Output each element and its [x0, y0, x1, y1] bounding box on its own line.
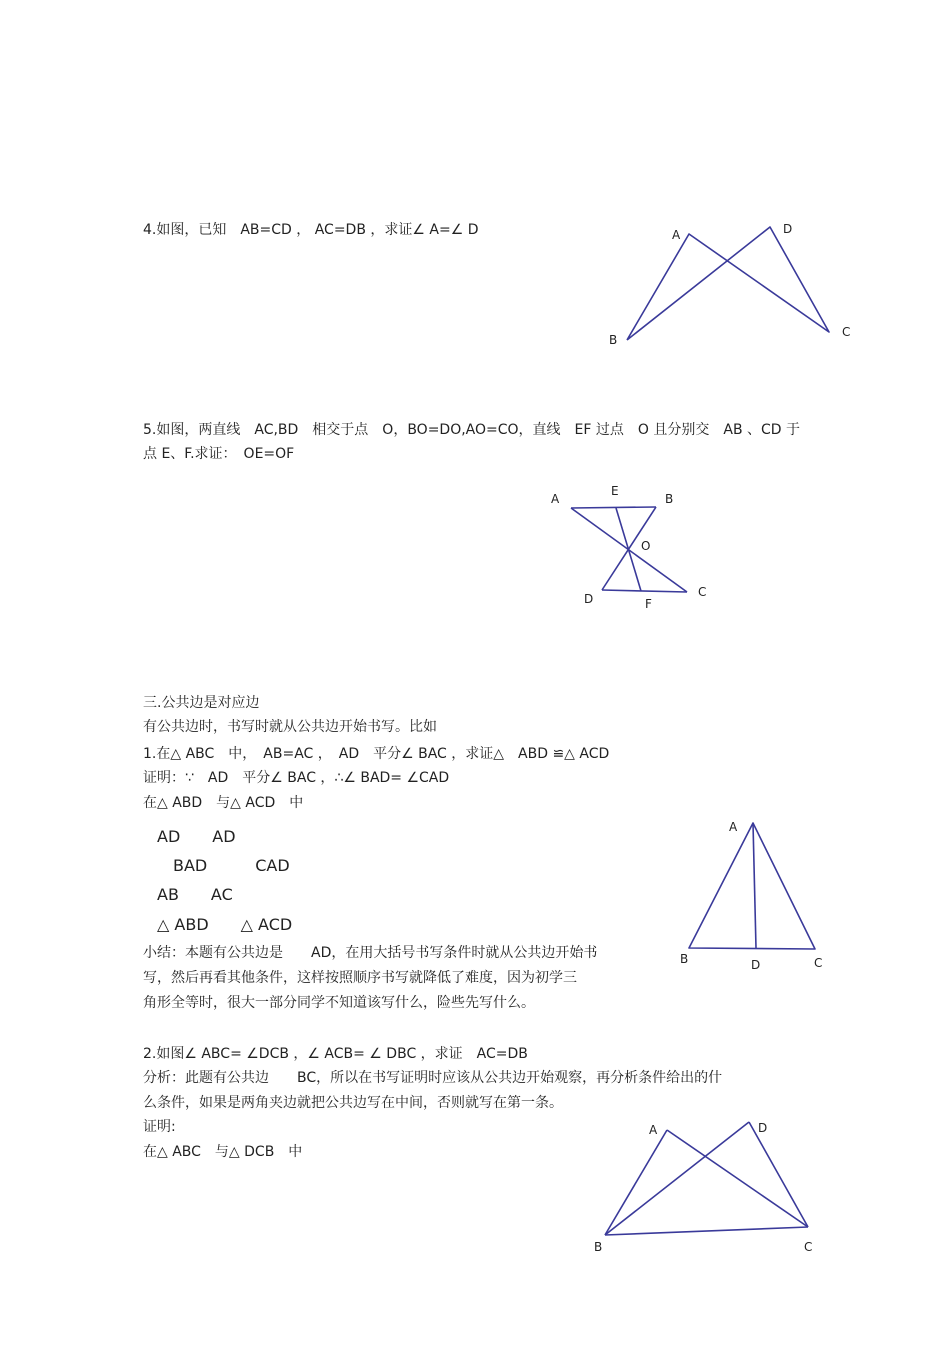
problem4-text: 4.如图，已知 AB=CD ， AC=DB ，求证∠ A=∠ D: [143, 222, 479, 238]
label-C: C: [804, 1240, 813, 1254]
label-A: A: [551, 492, 560, 506]
label-A: A: [672, 228, 681, 242]
label-C: C: [842, 325, 851, 339]
label-C: C: [814, 956, 823, 970]
label-D: D: [758, 1121, 768, 1135]
condition-row-1: AD AD: [157, 827, 236, 846]
problem2-proof: 证明:: [143, 1119, 176, 1135]
label-B: B: [680, 952, 689, 966]
problem2-in-triangles: 在△ ABC 与△ DCB 中: [143, 1144, 303, 1160]
label-B: B: [665, 492, 674, 506]
summary-line-1: 小结：本题有公共边是 AD，在用大括号书写条件时就从公共边开始书: [143, 945, 598, 961]
label-C: C: [698, 585, 707, 599]
problem2-question: 2.如图∠ ABC= ∠DCB ，∠ ACB= ∠ DBC ，求证 AC=DB: [143, 1046, 528, 1062]
segment-BC: [605, 1227, 808, 1235]
condition-row-2: BAD CAD: [157, 856, 290, 875]
segment-DC: [749, 1122, 808, 1227]
label-A: A: [649, 1123, 658, 1137]
section3-in-triangles: 在△ ABD 与△ ACD 中: [143, 795, 304, 811]
problem2-analysis-1: 分析：此题有公共边 BC，所以在书写证明时应该从公共边开始观察，再分析条件给出的什: [143, 1070, 723, 1086]
segment-AC: [667, 1130, 808, 1227]
section3-q1: 1.在△ ABC 中， AB=AC ， AD 平分∠ BAC ，求证△ ABD ≌△ ACD: [143, 746, 610, 762]
summary-line-2: 写，然后再看其他条件，这样按照顺序书写就降低了难度，因为初学三: [143, 970, 577, 986]
label-D: D: [584, 592, 594, 606]
problem5-line1: 5.如图，两直线 AC,BD 相交于点 O，BO=DO,AO=CO，直线 EF 过点 O 且分别交 AB 、CD 于: [143, 422, 801, 438]
section3-proof: 证明：∵ AD 平分∠ BAC ，∴∠ BAD= ∠CAD: [143, 770, 450, 786]
problem5-line2: 点 E、F.求证： OE=OF: [143, 446, 295, 462]
summary-line-3: 角形全等时，很大一部分同学不知道该写什么，险些先写什么。: [143, 995, 535, 1011]
label-O: O: [641, 539, 651, 553]
label-A: A: [729, 820, 738, 834]
label-D: D: [783, 222, 793, 236]
segment-BD: [605, 1122, 749, 1235]
condition-row-3: AB AC: [157, 885, 233, 904]
label-B: B: [609, 333, 618, 347]
section3-heading: 三.公共边是对应边: [143, 695, 260, 711]
label-B: B: [594, 1240, 603, 1254]
label-E: E: [611, 484, 619, 498]
label-F: F: [645, 597, 652, 611]
label-D: D: [751, 958, 761, 972]
segment-BA: [605, 1130, 667, 1235]
problem2-analysis-2: 么条件，如果是两角夹边就把公共边写在中间，否则就写在第一条。: [143, 1095, 563, 1111]
condition-row-4: △ ABD △ ACD: [157, 915, 293, 934]
section3-intro: 有公共边时，书写时就从公共边开始书写。比如: [143, 719, 437, 735]
